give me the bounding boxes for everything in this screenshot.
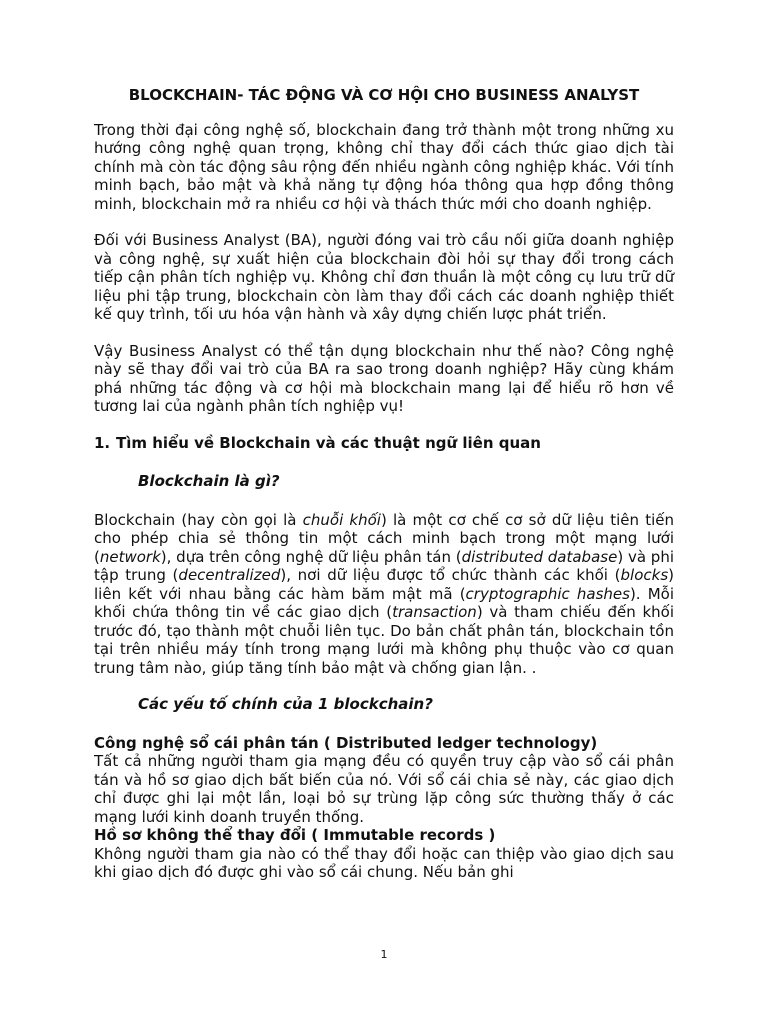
subheading-key-elements: Các yếu tố chính của 1 blockchain? <box>138 695 433 713</box>
def-text-1: Blockchain (hay còn gọi là <box>94 510 303 529</box>
document-title: BLOCKCHAIN- TÁC ĐỘNG VÀ CƠ HỘI CHO BUSINESS ANALYST <box>128 86 640 104</box>
def-text-4: ) và phi tập trung ( <box>94 547 674 584</box>
def-italic-1: chuỗi khối <box>302 510 381 529</box>
def-italic-7: transaction <box>392 603 477 621</box>
def-text-3: ), dựa trên công nghệ dữ liệu phân tán ( <box>160 547 462 566</box>
def-italic-6: cryptographic hashes <box>465 584 630 603</box>
intro-paragraph-3: Vậy Business Analyst có thể tận dụng blockchain như thế nào? Công nghệ này sẽ thay đổi vai trò của BA ra sao trong doanh nghiệp? Hãy cùng khám phá những tác động và cơ hội mà blockchain mang lại để hiểu rõ hơn về tương lai của ngành phân tích nghiệp vụ! <box>94 341 674 415</box>
paragraph-immutable-records: Không người tham gia nào có thể thay đổi hoặc can thiệp vào giao dịch sau khi giao dịch đó được ghi vào sổ cái chung. Nếu bản ghi <box>94 844 674 881</box>
subheading-what-is-blockchain: Blockchain là gì? <box>138 472 280 490</box>
def-text-8: ) và tham chiếu đến khối trước đó, tạo thành một chuỗi liên tục. Do bản chất phân tán, blockchain tồn tại trên nhiều máy tính trong mạng lưới mà không phụ thuộc vào cơ quan trung tâm nào, giúp tăng tính bảo mật và chống gian lận. . <box>94 603 674 677</box>
section-1-number: 1. <box>94 433 111 452</box>
def-italic-2: network <box>99 547 161 566</box>
def-italic-3: distributed database <box>461 547 618 566</box>
intro-paragraph-2: Đối với Business Analyst (BA), người đóng vai trò cầu nối giữa doanh nghiệp và công nghệ, sự xuất hiện của blockchain đòi hỏi sự thay đổi trong cách tiếp cận phân tích nghiệp vụ. Không chỉ đơn thuần là một công cụ lưu trữ dữ liệu phi tập trung, blockchain còn làm thay đổi cách các doanh nghiệp thiết kế quy trình, tối ưu hóa vận hành và xây dựng chiến lược phát triển. <box>94 231 674 323</box>
heading-distributed-ledger: Công nghệ sổ cái phân tán ( Distributed ledger technology) <box>94 733 598 752</box>
paragraph-distributed-ledger: Tất cả những người tham gia mạng đều có quyền truy cập vào sổ cái phân tán và hồ sơ giao dịch bất biến của nó. Với sổ cái chia sẻ này, các giao dịch chỉ được ghi lại một lần, loại bỏ sự trùng lặp công sức thường thấy ở các mạng lưới kinh doanh truyền thống. <box>94 752 674 826</box>
heading-immutable-records: Hồ sơ không thể thay đổi ( Immutable records ) <box>94 826 496 844</box>
section-1-title: Tìm hiểu về Blockchain và các thuật ngữ liên quan <box>116 433 541 452</box>
def-text-6: ) liên kết với nhau bằng các hàm băm mật mã ( <box>94 566 674 603</box>
intro-paragraph-1: Trong thời đại công nghệ số, blockchain đang trở thành một trong những xu hướng công nghệ quan trọng, không chỉ thay đổi cách thức giao dịch tài chính mà còn tác động sâu rộng đến nhiều ngành công nghiệp khác. Với tính minh bạch, bảo mật và khả năng tự động hóa thông qua hợp đồng thông minh, blockchain mở ra nhiều cơ hội và thách thức mới cho doanh nghiệp. <box>94 120 674 213</box>
document-page <box>94 86 674 882</box>
def-text-5: ), nơi dữ liệu được tổ chức thành các khối ( <box>280 566 621 584</box>
page-number: 1 <box>380 948 388 961</box>
def-italic-5: blocks <box>620 566 669 584</box>
blockchain-definition-paragraph <box>94 511 674 678</box>
def-text-7: ). Mỗi khối chứa thông tin về các giao dịch ( <box>94 584 674 621</box>
def-text-2: ) là một cơ chế cơ sở dữ liệu tiên tiến cho phép chia sẻ thông tin một cách minh bạch trong một mạng lưới ( <box>94 510 674 566</box>
def-italic-4: decentralized <box>178 566 281 584</box>
section-1-heading <box>94 434 674 453</box>
